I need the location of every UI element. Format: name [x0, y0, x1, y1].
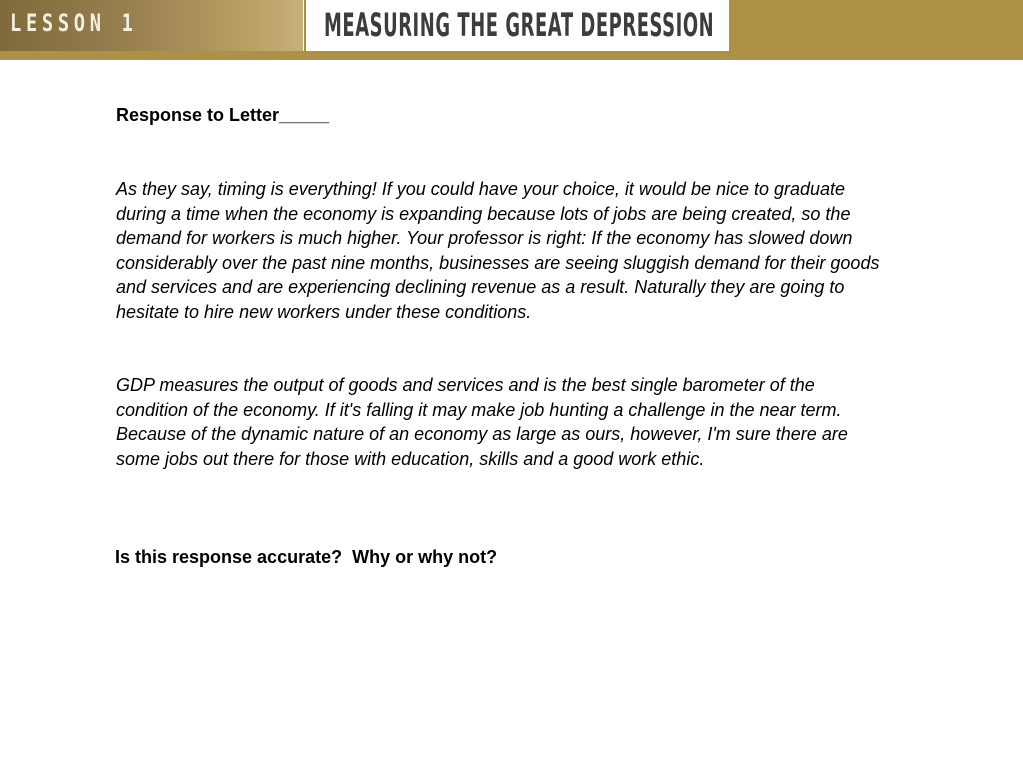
header-banner	[0, 0, 1023, 60]
lesson-label-box	[0, 0, 304, 51]
page-title: MEASURING THE GREAT DEPRESSION	[324, 6, 715, 44]
response-heading: Response to Letter_____	[116, 105, 330, 125]
response-paragraph-2: GDP measures the output of goods and services and is the best single barometer of the condition of the economy. If it's falling it may make job hunting a challenge in the near term. Because of the dynamic nature of an economy as large as ours, however, I'm sure there are some jobs out there for those with education, skills and a good work ethic.	[116, 375, 848, 469]
lesson-label: LESSON 1	[10, 9, 138, 37]
title-box	[306, 0, 729, 51]
response-paragraph-1: As they say, timing is everything! If you could have your choice, it would be nice to graduate during a time when the economy is expanding because lots of jobs are being created, so the demand for workers is much higher. Your professor is right: If the economy has slowed down considerably over the past nine months, businesses are seeing sluggish demand for their goods and services and are experiencing declining revenue as a result. Naturally they are going to hesitate to hire new workers under these conditions.	[116, 179, 880, 322]
discussion-question: Is this response accurate? Why or why not?	[115, 547, 498, 567]
